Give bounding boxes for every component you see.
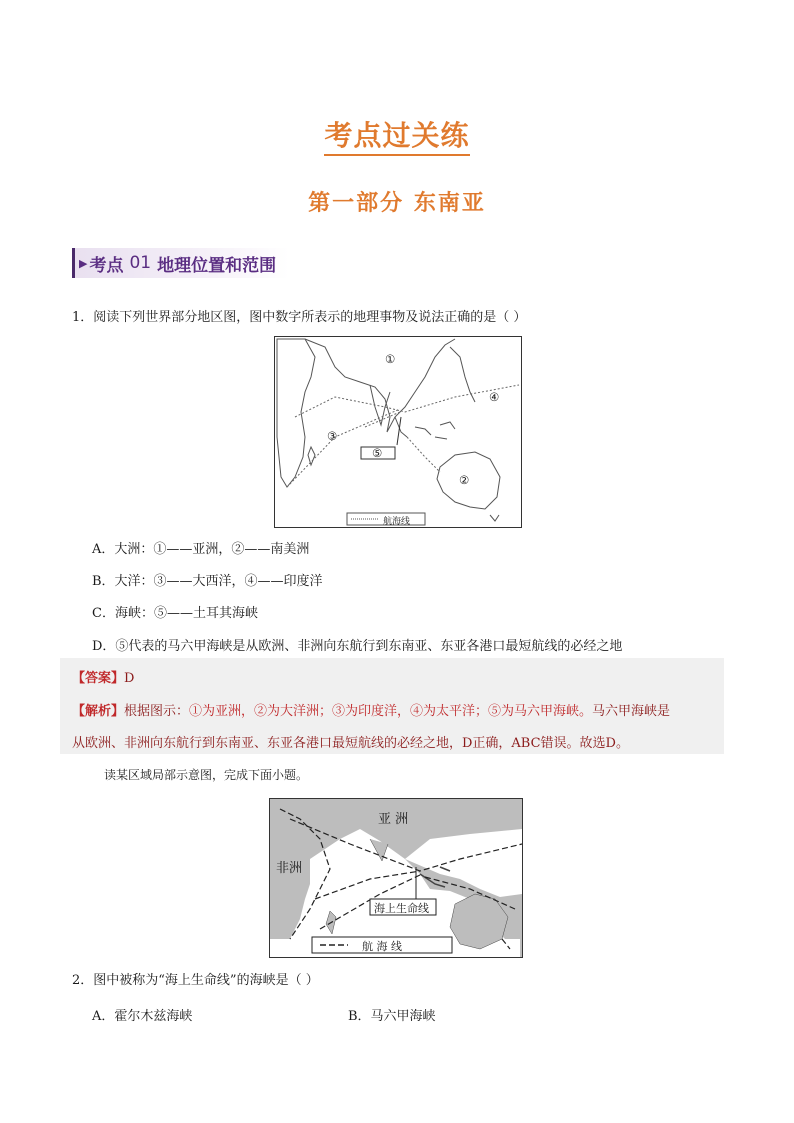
map-1-svg: [275, 337, 521, 527]
map-legend: 航海线: [383, 517, 411, 527]
map2-asia-label: 亚 洲: [378, 812, 409, 827]
part-title: 第一部分 东南亚: [308, 191, 486, 216]
map-label-2: ②: [459, 473, 470, 487]
analysis-rest: 马六甲海峡是: [592, 704, 671, 719]
map2-strait-label: 海上生命线: [374, 902, 429, 915]
section-header: [72, 248, 289, 278]
question-1-stem: 1．阅读下列世界部分地区图，图中数字所表示的地理事物及说法正确的是（ ）: [72, 310, 527, 325]
analysis-tag: 【解析】: [72, 704, 125, 719]
map2-legend: 航 海 线: [362, 940, 402, 953]
answer-tag: 【答案】: [72, 671, 125, 686]
world-map-figure: [274, 336, 522, 528]
section-prefix: 考点: [89, 255, 124, 276]
analysis-line-1: [72, 700, 670, 719]
map2-africa-label: 非洲: [276, 861, 303, 876]
q1-option-c: C．海峡：⑤——土耳其海峡: [92, 606, 258, 621]
triangle-marker-icon: ▶: [79, 256, 88, 270]
section-number: 01: [129, 253, 152, 273]
analysis-line-2: 从欧洲、非洲向东航行到东南亚、东亚各港口最短航线的必经之地，D正确，ABC错误。故选D。: [72, 736, 629, 751]
q1-option-a: A．大洲：①——亚洲，②——南美洲: [92, 542, 310, 557]
q2-option-b: B．马六甲海峡: [348, 1009, 436, 1024]
question-2-stem: 2．图中被称为“海上生命线”的海峡是（ ）: [72, 973, 319, 988]
region-map-figure: [269, 798, 523, 958]
answer-value: D: [124, 671, 135, 686]
map-label-5: ⑤: [372, 446, 383, 460]
intro-2: 读某区域局部示意图，完成下面小题。: [104, 768, 309, 782]
q1-option-b: B．大洋：③——大西洋，④——印度洋: [92, 574, 323, 589]
page-title: 考点过关练: [0, 114, 794, 154]
analysis-lead: 根据图示：: [124, 704, 190, 719]
q1-option-d: D．⑤代表的马六甲海峡是从欧洲、非洲向东航行到东南亚、东亚各港口最短航线的必经之地: [92, 639, 623, 654]
map-label-1: ①: [385, 352, 396, 366]
q2-option-a: A．霍尔木兹海峡: [92, 1009, 193, 1024]
analysis-highlight: ①为亚洲，②为大洋洲；③为印度洋，④为太平洋；⑤为马六甲海峡。: [189, 704, 593, 719]
answer-line: [72, 667, 134, 686]
section-text: 地理位置和范围: [157, 255, 277, 276]
map-label-3: ③: [327, 429, 338, 443]
map-label-4: ④: [489, 390, 500, 404]
